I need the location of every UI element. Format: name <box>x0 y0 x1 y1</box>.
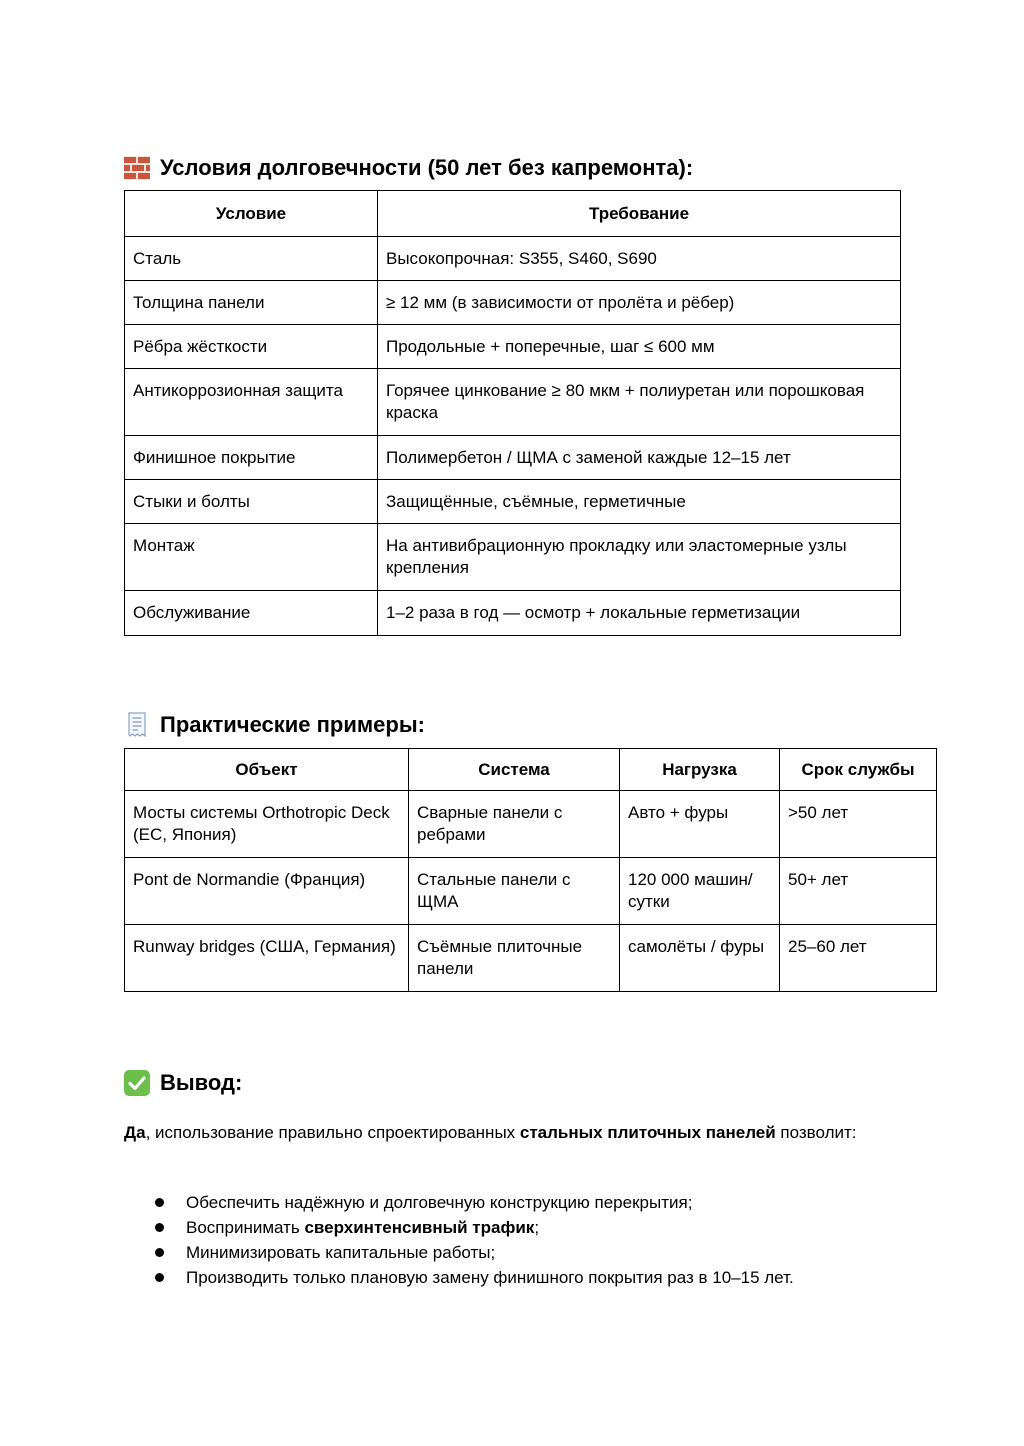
table-header-row <box>125 191 901 237</box>
table-cell: Полимербетон / ЩМА с заменой каждые 12–15 лет <box>378 436 901 480</box>
list-item-text: ; <box>534 1218 540 1237</box>
table-cell: Финишное покрытие <box>125 436 378 480</box>
table-cell: 1–2 раза в год — осмотр + локальные герметизации <box>378 591 901 636</box>
table-cell: Монтаж <box>125 524 378 591</box>
table-row <box>125 325 901 369</box>
table-cell: Толщина панели <box>125 281 378 325</box>
brick-icon <box>124 155 150 181</box>
table-cell: Съёмные плиточные панели <box>409 925 620 992</box>
table-cell: Runway bridges (США, Германия) <box>125 925 409 992</box>
section-title-conclusion <box>124 1069 242 1097</box>
check-mark-icon <box>124 1070 150 1096</box>
column-header: Требование <box>378 191 901 237</box>
table-row <box>125 369 901 436</box>
section-title-durability <box>124 154 693 182</box>
conclusion-list <box>124 1190 794 1290</box>
examples-table <box>124 748 937 992</box>
column-header: Срок службы <box>780 749 937 791</box>
table-header-row <box>125 749 937 791</box>
table-cell: 25–60 лет <box>780 925 937 992</box>
list-item-text: Обеспечить надёжную и долговечную конструкцию перекрытия; <box>186 1193 693 1212</box>
table-cell: Авто + фуры <box>620 791 780 858</box>
list-item <box>124 1190 794 1215</box>
column-header: Условие <box>125 191 378 237</box>
text: позволит: <box>775 1123 857 1142</box>
table-cell: Сварные панели с ребрами <box>409 791 620 858</box>
durability-table <box>124 190 901 636</box>
section-title-examples <box>124 711 425 739</box>
text: , использование правильно спроектированных <box>145 1123 520 1142</box>
table-row <box>125 925 937 992</box>
table-row <box>125 791 937 858</box>
table-row <box>125 591 901 636</box>
bullet-icon <box>155 1198 164 1207</box>
table-cell: Стальные панели с ЩМА <box>409 858 620 925</box>
bullet-icon <box>155 1248 164 1257</box>
conclusion-paragraph <box>124 1121 904 1144</box>
table-cell: 120 000 машин/сутки <box>620 858 780 925</box>
column-header: Объект <box>125 749 409 791</box>
list-item <box>124 1240 794 1265</box>
table-cell: Горячее цинкование ≥ 80 мкм + полиуретан или порошковая краска <box>378 369 901 436</box>
table-row <box>125 436 901 480</box>
table-cell: Защищённые, съёмные, герметичные <box>378 480 901 524</box>
list-item <box>124 1215 794 1240</box>
bullet-icon <box>155 1223 164 1232</box>
table-cell: Рёбра жёсткости <box>125 325 378 369</box>
section-title-text: Практические примеры: <box>160 712 425 737</box>
table-row <box>125 858 937 925</box>
table-cell: Сталь <box>125 237 378 281</box>
column-header: Нагрузка <box>620 749 780 791</box>
list-item-bold: сверхинтенсивный трафик <box>304 1218 535 1237</box>
column-header: Система <box>409 749 620 791</box>
table-row <box>125 237 901 281</box>
list-item <box>124 1265 794 1290</box>
receipt-icon <box>124 712 150 738</box>
table-cell: Мосты системы Orthotropic Deck (ЕС, Япония) <box>125 791 409 858</box>
list-item-text: Минимизировать капитальные работы; <box>186 1243 496 1262</box>
table-row <box>125 480 901 524</box>
table-cell: Pont de Normandie (Франция) <box>125 858 409 925</box>
list-item-text: Воспринимать <box>186 1218 305 1237</box>
table-cell: Обслуживание <box>125 591 378 636</box>
table-cell: Продольные + поперечные, шаг ≤ 600 мм <box>378 325 901 369</box>
list-item-text: Производить только плановую замену финишного покрытия раз в 10–15 лет. <box>186 1268 794 1287</box>
bold-text: стальных плиточных панелей <box>519 1123 776 1142</box>
table-cell: >50 лет <box>780 791 937 858</box>
table-cell: Стыки и болты <box>125 480 378 524</box>
table-row <box>125 281 901 325</box>
bold-text: Да <box>124 1123 146 1142</box>
table-row <box>125 524 901 591</box>
section-title-text: Условия долговечности (50 лет без капремонта): <box>160 155 694 180</box>
table-cell: самолёты / фуры <box>620 925 780 992</box>
table-cell: Высокопрочная: S355, S460, S690 <box>378 237 901 281</box>
table-cell: ≥ 12 мм (в зависимости от пролёта и рёбер) <box>378 281 901 325</box>
bullet-icon <box>155 1273 164 1282</box>
table-cell: На антивибрационную прокладку или эластомерные узлы крепления <box>378 524 901 591</box>
section-title-text: Вывод: <box>160 1070 243 1095</box>
table-cell: Антикоррозионная защита <box>125 369 378 436</box>
table-cell: 50+ лет <box>780 858 937 925</box>
